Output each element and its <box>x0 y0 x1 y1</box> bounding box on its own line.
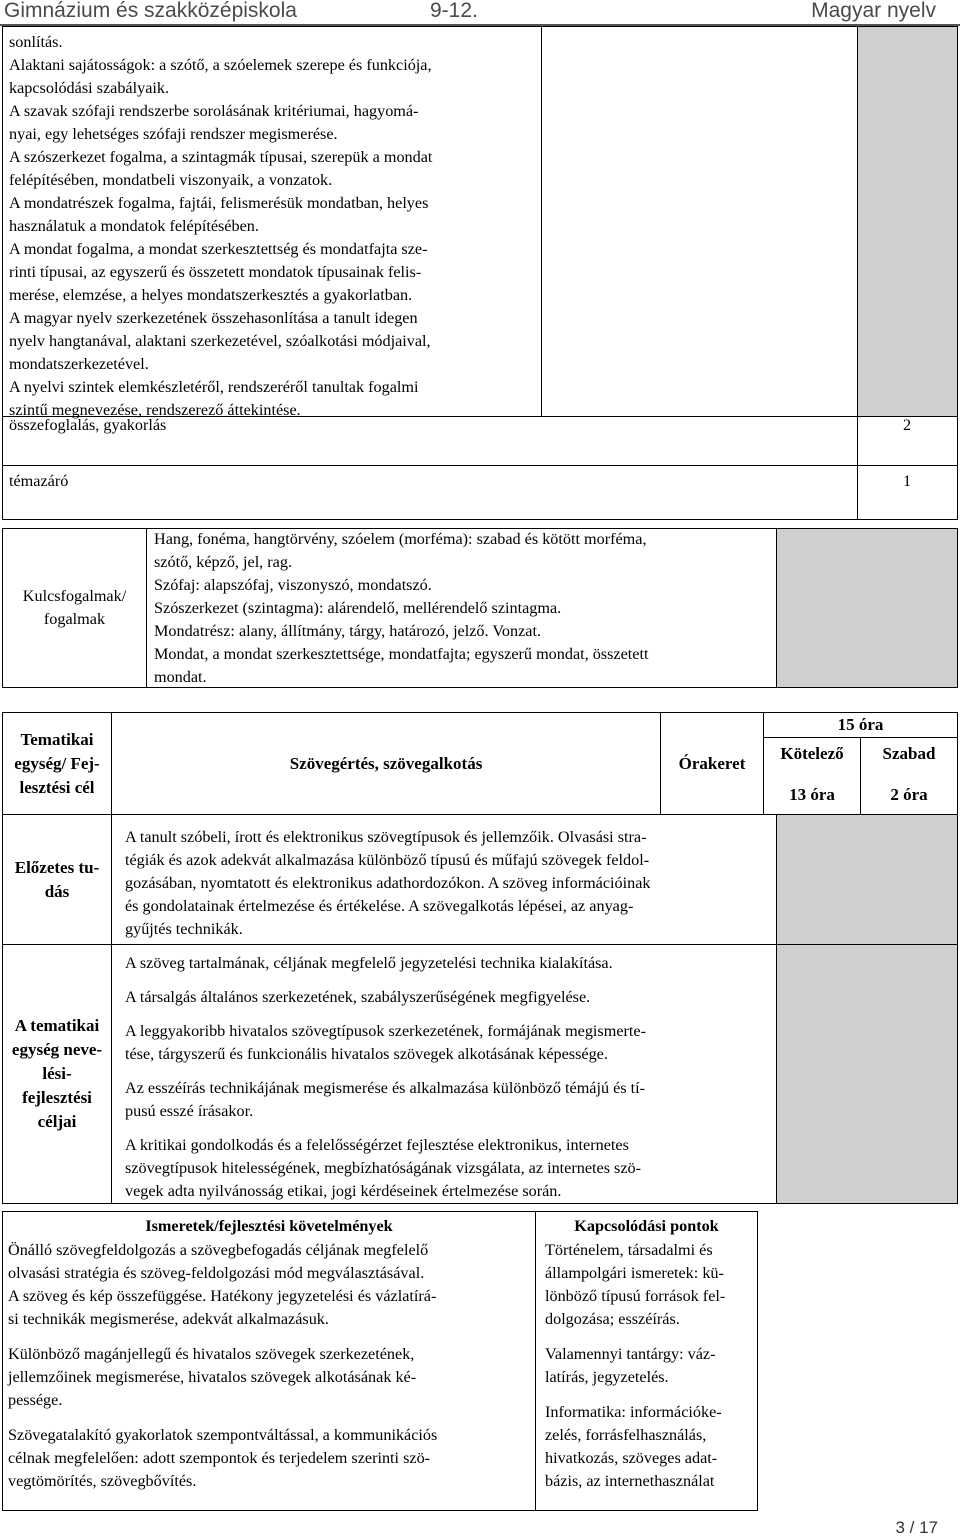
exam-row <box>2 465 858 520</box>
goal-paragraph <box>125 1077 775 1123</box>
goal-paragraph-line: pusú esszé írásakor. <box>125 1102 254 1120</box>
link-paragraph-line: lönböző típusú források fel- <box>545 1287 726 1305</box>
requirement-paragraph-line: si technikák megismerése, adekvát alkalmazásuk. <box>8 1310 329 1328</box>
prior-line: gyűjtés technikák. <box>125 920 243 938</box>
goals-label-cell <box>2 944 112 1204</box>
goals-text <box>125 952 775 1203</box>
prior-label-line: Előzetes tu- <box>14 857 100 877</box>
goal-paragraph-line: A társalgás általános szerkezetének, szabályszerűségének megfigyelése. <box>125 988 591 1006</box>
links-text <box>545 1239 755 1493</box>
content-line: rinti típusai, az egyszerű és összetett mondatok típusainak felis- <box>9 263 422 281</box>
summary-hours: 2 <box>903 416 912 434</box>
total-hours-cell <box>763 712 958 738</box>
page-number: 3 / 17 <box>895 1518 938 1537</box>
link-paragraph-line: Történelem, társadalmi és <box>545 1241 713 1259</box>
goal-paragraph-line: A szöveg tartalmának, céljának megfelelő jegyzetelési technika kialakítása. <box>125 954 613 972</box>
exam-hours: 1 <box>903 472 912 490</box>
goals-label-line: egység neve- <box>11 1040 103 1059</box>
goal-paragraph-line: tése, tárgyszerű és funkcionális hivatalos szövegek alkotásának képessége. <box>125 1045 608 1063</box>
goal-paragraph <box>125 952 775 975</box>
keyword-line: szótő, képző, jel, rag. <box>154 553 292 571</box>
keyword-line: Mondat, a mondat szerkesztettsége, mondatfajta; egyszerű mondat, összetett <box>154 645 649 663</box>
content-line: merése, elemzése, a helyes mondatszerkesztés a gyakorlatban. <box>9 286 413 304</box>
unit-title: Szövegértés, szövegalkotás <box>289 753 483 773</box>
keywords-gray-cell <box>776 528 958 688</box>
exam-label: témazáró <box>9 472 69 490</box>
content-line: A nyelvi szintek elemkészletéről, rendszeréről tanultak fogalmi <box>9 378 419 396</box>
goal-paragraph-line: A leggyakoribb hivatalos szövegtípusok szerkezetének, formájának megismerte- <box>125 1022 646 1040</box>
keyword-line: Mondatrész: alany, állítmány, tárgy, határozó, jelző. Vonzat. <box>154 622 542 640</box>
unit-label-line: Tematikai <box>20 729 94 749</box>
content-line: kapcsolódási szabályaik. <box>9 79 170 97</box>
link-paragraph-line: Informatika: információke- <box>545 1403 722 1421</box>
content-line: szintű megnevezése, rendszerező áttekintése. <box>9 401 301 419</box>
requirement-paragraph-line: olvasási stratégia és szöveg-feldolgozási mód megválasztásával. <box>8 1264 425 1282</box>
content-line: nyai, egy lehetséges szófaji rendszer megismerése. <box>9 125 338 143</box>
goals-label <box>12 1014 102 1134</box>
mandatory-hours: 13 óra <box>789 785 835 804</box>
keyword-line: Hang, fonéma, hangtörvény, szóelem (morféma): szabad és kötött morféma, <box>154 530 647 548</box>
content-line: Alaktani sajátosságok: a szótő, a szóelemek szerepe és funkciója, <box>9 56 432 74</box>
content-line: használatuk a mondatok felépítésében. <box>9 217 259 235</box>
prior-label-line: dás <box>44 881 70 901</box>
requirements-header: Ismeretek/fejlesztési követelmények <box>145 1217 393 1235</box>
link-paragraph <box>545 1401 755 1493</box>
link-paragraph-line: hivatkozás, szöveges adat- <box>545 1449 718 1467</box>
unit-title-cell <box>111 712 661 815</box>
requirement-paragraph-line: A szöveg és kép összefüggése. Hatékony jegyzetelési és vázlatírá- <box>8 1287 437 1305</box>
requirement-paragraph-line: Különböző magánjellegű és hivatalos szövegek szerkezetének, <box>8 1345 415 1363</box>
content-line: felépítésében, mondatbeli viszonyaik, a vonzatok. <box>9 171 333 189</box>
content-line: A mondat fogalma, a mondat szerkesztettség és mondatfajta sze- <box>9 240 428 258</box>
content-line: mondatszerkezetével. <box>9 355 149 373</box>
goal-paragraph <box>125 1134 775 1203</box>
requirements-text <box>8 1239 533 1493</box>
keywords-text <box>154 528 774 689</box>
requirement-paragraph <box>8 1424 533 1493</box>
unit-label-line: lesztési cél <box>19 777 95 797</box>
requirement-paragraph-line: Szövegatalakító gyakorlatok szempontváltással, a kommunikációs <box>8 1426 438 1444</box>
keywords-label-line2: fogalmak <box>43 610 106 628</box>
header-school: Gimnázium és szakközépiskola <box>4 0 297 22</box>
goals-label-line: fejlesztési <box>22 1088 92 1107</box>
content-line: A mondatrészek fogalma, fajtái, felismerésük mondatban, helyes <box>9 194 429 212</box>
total-hours: 15 óra <box>837 715 884 734</box>
mandatory-cell <box>763 737 861 815</box>
link-paragraph <box>545 1239 755 1331</box>
requirement-paragraph-line: vegtömörítés, szövegbővítés. <box>8 1472 197 1490</box>
goal-paragraph-line: A kritikai gondolkodás és a felelősségérzet fejlesztése elektronikus, internetes <box>125 1136 629 1154</box>
requirement-paragraph-line: pessége. <box>8 1391 63 1409</box>
goal-paragraph-line: vegek adta nyilvánosság etikai, jogi kérdéseinek értelmezése során. <box>125 1182 562 1200</box>
gray-cell <box>857 26 958 417</box>
link-paragraph-line: állampolgári ismeretek: kü- <box>545 1264 724 1282</box>
mandatory-label: Kötelező <box>780 744 844 763</box>
free-label: Szabad <box>882 744 936 763</box>
link-paragraph-line: dolgozása; esszéírás. <box>545 1310 680 1328</box>
summary-label: összefoglalás, gyakorlás <box>9 416 167 434</box>
prior-line: és gondolatainak értelmezése és értékelése. A szövegalkotás lépései, az anyag- <box>125 897 634 915</box>
header-grade: 9-12. <box>430 0 478 22</box>
keyword-line: mondat. <box>154 668 207 686</box>
prior-label <box>15 856 100 904</box>
link-paragraph-line: Valamennyi tantárgy: váz- <box>545 1345 716 1363</box>
goal-paragraph-line: szövegtípusok hitelességének, megbízhatóságának vizsgálata, az internetes szö- <box>125 1159 642 1177</box>
requirement-paragraph-line: célnak megfelelően: adott szempontok és terjedelem szerinti szö- <box>8 1449 431 1467</box>
requirement-paragraph-line: jellemzőinek megismerése, hivatalos szövegek alkotásának ké- <box>8 1368 417 1386</box>
link-paragraph-line: latírás, jegyzetelés. <box>545 1368 669 1386</box>
requirement-paragraph <box>8 1343 533 1412</box>
hours-label-cell <box>660 712 764 815</box>
unit-label-cell <box>2 712 112 815</box>
goals-gray-cell <box>776 944 958 1204</box>
keywords-label-line1: Kulcsfogalmak/ <box>22 587 127 605</box>
goal-paragraph <box>125 986 775 1009</box>
prior-line: A tanult szóbeli, írott és elektronikus szövegtípusok és jellemzőik. Olvasási stra- <box>125 828 647 846</box>
goals-label-line: céljai <box>37 1112 77 1131</box>
prior-line: tégiák és azok adekvát alkalmazása különböző típusú és műfajú szövegek feldol- <box>125 851 650 869</box>
top-content-text <box>9 31 539 422</box>
prior-line: gozásában, nyomtatott és elektronikus adathordozókon. A szöveg információinak <box>125 874 651 892</box>
unit-label <box>14 728 99 800</box>
empty-cell <box>541 26 858 417</box>
goal-paragraph <box>125 1020 775 1066</box>
requirement-paragraph-line: Önálló szövegfeldolgozás a szövegbefogadás céljának megfelelő <box>8 1241 429 1259</box>
prior-text <box>125 826 775 941</box>
goal-paragraph-line: Az esszéírás technikájának megismerése és alkalmazása különböző témájú és tí- <box>125 1079 646 1097</box>
prior-label-cell <box>2 814 112 945</box>
link-paragraph-line: bázis, az internethasználat <box>545 1472 715 1490</box>
link-paragraph <box>545 1343 755 1389</box>
prior-gray-cell <box>776 814 958 945</box>
goals-label-line: A tematikai <box>14 1016 100 1035</box>
links-header: Kapcsolódási pontok <box>574 1217 719 1235</box>
hours-label: Órakeret <box>678 753 746 773</box>
page-header <box>0 0 960 24</box>
link-paragraph-line: zelés, forrásfelhasználás, <box>545 1426 707 1444</box>
keywords-label-cell <box>2 528 147 688</box>
goals-label-line: lési- <box>42 1064 72 1083</box>
keyword-line: Szófaj: alapszófaj, viszonyszó, mondatszó. <box>154 576 432 594</box>
content-line: A magyar nyelv szerkezetének összehasonlítása a tanult idegen <box>9 309 418 327</box>
content-line: A szószerkezet fogalma, a szintagmák típusai, szerepük a mondat <box>9 148 433 166</box>
content-line: nyelv hangtanával, alaktani szerkezetével, szóalkotási módjaival, <box>9 332 431 350</box>
keyword-line: Szószerkezet (szintagma): alárendelő, mellérendelő szintagma. <box>154 599 562 617</box>
unit-label-line: egység/ Fej- <box>14 753 100 773</box>
content-line: A szavak szófaji rendszerbe sorolásának kritériumai, hagyomá- <box>9 102 419 120</box>
free-cell <box>860 737 958 815</box>
content-line: sonlítás. <box>9 33 63 51</box>
header-subject: Magyar nyelv <box>811 0 936 22</box>
free-hours: 2 óra <box>890 785 928 804</box>
requirement-paragraph <box>8 1239 533 1331</box>
